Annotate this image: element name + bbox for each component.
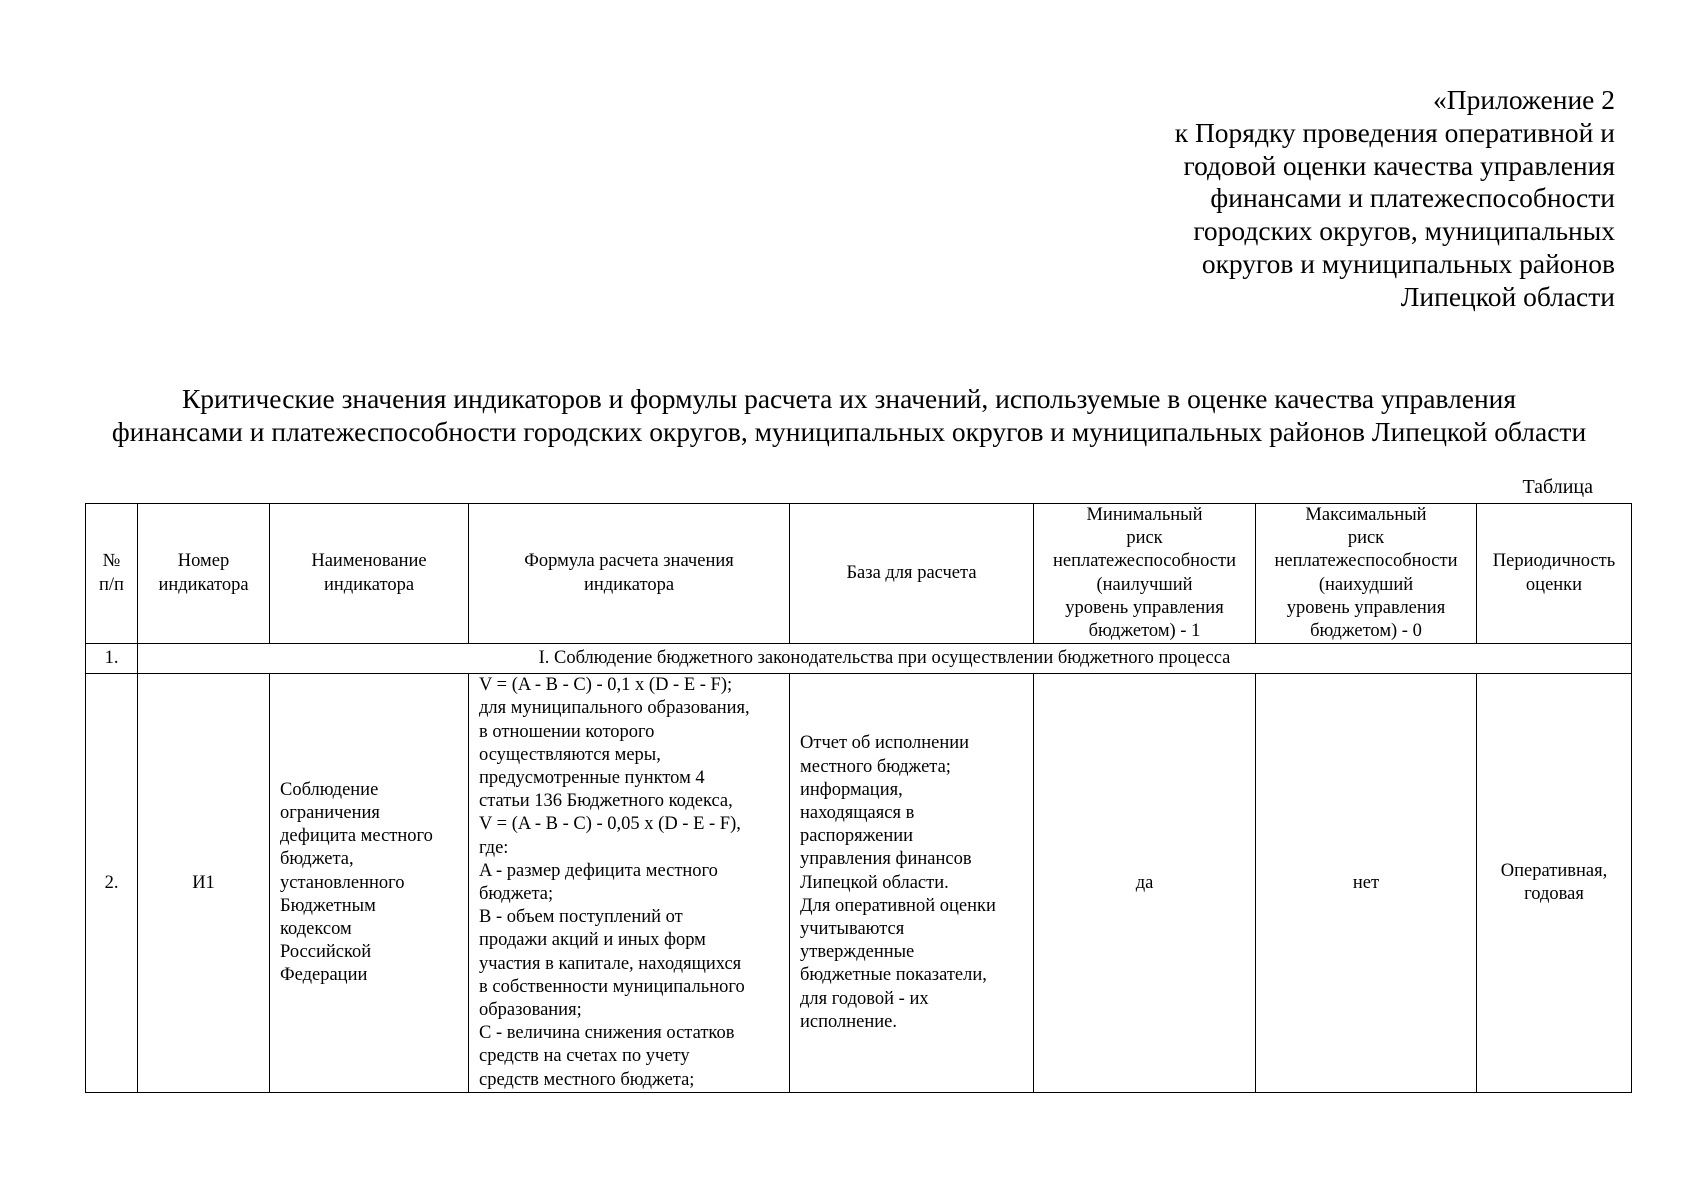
cell-line: кодексом (280, 919, 352, 940)
header-text: Формула расчета значения (524, 551, 734, 572)
row-formula (469, 674, 790, 1093)
formula-line: продажи акций и иных форм (479, 930, 706, 951)
header-text: индикатора (583, 574, 675, 595)
header-base (790, 504, 1034, 644)
cell-line: ограничения (280, 803, 380, 823)
row-indicator-number: И1 (138, 674, 270, 1093)
appendix-line: финансами и платежеспособности (1210, 182, 1615, 214)
section-row (86, 644, 1632, 674)
header-text: Периодичность (1492, 551, 1616, 572)
base-line: Липецкой области. (800, 872, 949, 893)
appendix-line: годовой оценки качества управления (1183, 149, 1615, 181)
document-title (60, 382, 1638, 448)
table-caption: Таблица (1522, 476, 1593, 498)
formula-line: V = (A - B - C) - 0,05 x (D - E - F), (479, 814, 741, 835)
header-text: (наилучший (1096, 574, 1193, 595)
cell-line: Федерации (280, 965, 368, 986)
header-text: База для расчета (846, 563, 977, 583)
base-line: информация, (800, 779, 903, 800)
header-text: индикатора (323, 574, 415, 595)
appendix-line: городских округов, муниципальных (1193, 215, 1615, 247)
header-text: п/п (99, 574, 124, 595)
cell-line: годовая (1524, 884, 1584, 905)
formula-line: участия в капитале, находящихся (479, 953, 742, 974)
header-formula (469, 504, 790, 644)
header-indicator-number (138, 504, 270, 644)
base-line: для годовой - их (800, 988, 929, 1009)
cell-line: бюджета, (280, 849, 354, 870)
cell-line: Бюджетным (280, 895, 376, 916)
base-line: Для оперативной оценки (800, 895, 996, 916)
row-max-risk: нет (1256, 674, 1477, 1093)
appendix-line: округов и муниципальных районов (1201, 247, 1615, 279)
appendix-line: Липецкой области (1400, 280, 1615, 312)
header-text: риск (1347, 528, 1385, 549)
header-indicator-name (270, 504, 469, 644)
formula-line: средств местного бюджета; (479, 1069, 695, 1090)
appendix-line: к Порядку проведения оперативной и (1174, 116, 1615, 148)
formula-line: для муниципального образования, (479, 698, 750, 719)
row-base (790, 674, 1034, 1093)
formula-line: образования; (479, 1000, 582, 1021)
header-text: Номер (177, 551, 230, 572)
header-text: оценки (1525, 574, 1583, 595)
formula-line: предусмотренные пунктом 4 (479, 768, 705, 789)
formula-line: статьи 136 Бюджетного кодекса, (479, 791, 733, 812)
header-text: уровень управления (1286, 597, 1446, 618)
formula-line: где: (479, 837, 509, 858)
formula-line: средств на счетах по учету (479, 1046, 690, 1067)
title-line-1: Критические значения индикаторов и формулы расчета их значений, используемые в оценке качества управления (181, 383, 1517, 414)
cell-line: Российской (280, 942, 372, 963)
formula-line: C - величина снижения остатков (479, 1023, 735, 1044)
row-min-risk: да (1034, 674, 1256, 1093)
cell-line: Соблюдение (280, 779, 379, 800)
cell-line: установленного (280, 872, 405, 893)
row-periodicity (1477, 674, 1632, 1093)
header-text: уровень управления (1065, 597, 1224, 618)
formula-line: в отношении которого (479, 721, 655, 742)
header-text: неплатежеспособности (1053, 551, 1236, 572)
row-indicator-name (270, 674, 469, 1093)
title-line-2: финансами и платежеспособности городских округов, муниципальных округов и муниципальных районов Липецкой области (111, 416, 1587, 447)
header-text: Максимальный (1305, 505, 1427, 525)
base-line: местного бюджета; (800, 756, 951, 777)
header-text: (наихудший (1318, 574, 1414, 595)
header-text: бюджетом) - 0 (1310, 621, 1422, 642)
formula-line: B - объем поступлений от (479, 907, 683, 928)
header-text: № (102, 551, 121, 572)
cell-line: Оперативная, (1500, 861, 1608, 882)
header-text: Минимальный (1086, 505, 1203, 525)
base-line: находящаяся в (800, 803, 915, 823)
table-row (86, 674, 1632, 1093)
section-num: 1. (86, 644, 138, 674)
header-text: Наименование (311, 551, 427, 572)
formula-line: осуществляются меры, (479, 744, 661, 765)
base-line: управления финансов (800, 849, 972, 870)
base-line: Отчет об исполнении (800, 733, 970, 754)
section-title: I. Соблюдение бюджетного законодательства при осуществлении бюджетного процесса (138, 644, 1632, 674)
header-text: бюджетом) - 1 (1088, 621, 1201, 642)
base-line: учитываются (800, 919, 905, 940)
header-max-risk (1256, 504, 1477, 644)
indicators-table (85, 503, 1632, 1093)
header-text: индикатора (158, 574, 249, 595)
appendix-line: «Приложение 2 (1433, 84, 1615, 115)
header-periodicity (1477, 504, 1632, 644)
header-text: риск (1126, 528, 1163, 549)
cell-line: дефицита местного (280, 826, 433, 847)
formula-line: бюджета; (479, 884, 554, 905)
formula-line: V = (A - B - C) - 0,1 x (D - E - F); (479, 675, 733, 696)
header-text: неплатежеспособности (1274, 551, 1458, 572)
header-min-risk (1034, 504, 1256, 644)
base-line: исполнение. (800, 1011, 897, 1032)
base-line: распоряжении (800, 826, 914, 847)
row-num: 2. (86, 674, 138, 1093)
base-line: утвержденные (800, 942, 915, 963)
formula-line: A - размер дефицита местного (479, 860, 718, 881)
table-header-row (86, 504, 1632, 644)
base-line: бюджетные показатели, (800, 965, 987, 986)
appendix-header (1175, 84, 1615, 314)
header-num (86, 504, 138, 644)
formula-line: в собственности муниципального (479, 976, 745, 997)
